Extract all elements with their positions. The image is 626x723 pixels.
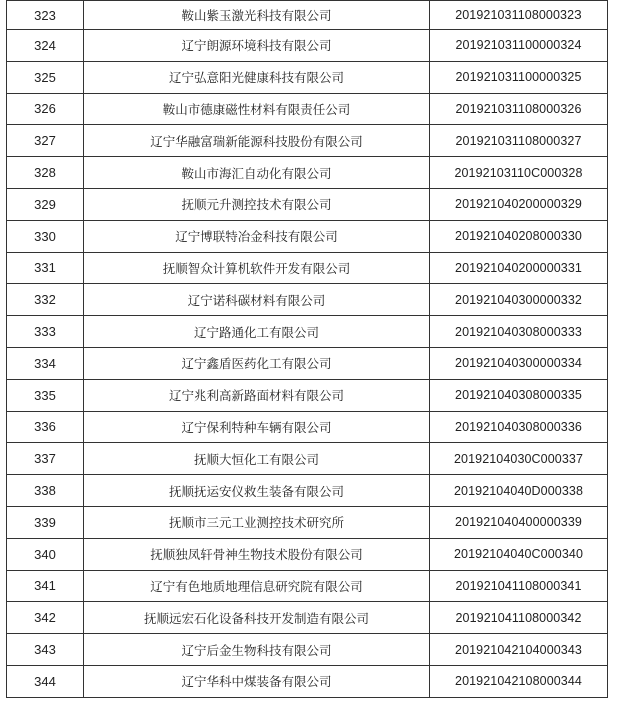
registration-code: 201921040300000334 bbox=[430, 347, 608, 379]
row-number: 335 bbox=[7, 379, 84, 411]
table-row bbox=[7, 379, 608, 411]
row-number: 343 bbox=[7, 634, 84, 666]
row-number: 332 bbox=[7, 284, 84, 316]
table-row bbox=[7, 538, 608, 570]
registration-code: 201921040300000332 bbox=[430, 284, 608, 316]
registration-code: 20192103110800032З bbox=[430, 1, 608, 30]
row-number: 342 bbox=[7, 602, 84, 634]
table-row bbox=[7, 506, 608, 538]
registration-code: 201921040308000335 bbox=[430, 379, 608, 411]
company-name: 抚顺元升测控技术有限公司 bbox=[84, 188, 430, 220]
row-number: 326 bbox=[7, 93, 84, 125]
company-name: 抚顺智众计算机软件开发有限公司 bbox=[84, 252, 430, 284]
company-name: 抚顺大恒化工有限公司 bbox=[84, 443, 430, 475]
registration-code: 201921041108000341 bbox=[430, 570, 608, 602]
row-number: 331 bbox=[7, 252, 84, 284]
table-row bbox=[7, 220, 608, 252]
row-number: 344 bbox=[7, 665, 84, 697]
enterprise-list-table bbox=[6, 0, 608, 698]
row-number: 329 bbox=[7, 188, 84, 220]
registration-code: 201921042104000343 bbox=[430, 634, 608, 666]
company-name: 辽宁后金生物科技有限公司 bbox=[84, 634, 430, 666]
company-name: 抚顺市三元工业测控技术研究所 bbox=[84, 506, 430, 538]
company-name: 辽宁朗源环境科技有限公司 bbox=[84, 30, 430, 62]
table-row bbox=[7, 188, 608, 220]
row-number: 327 bbox=[7, 125, 84, 157]
registration-code: 201921031100000325 bbox=[430, 61, 608, 93]
registration-code: 201921042108000344 bbox=[430, 665, 608, 697]
company-name: 辽宁兆利高新路面材料有限公司 bbox=[84, 379, 430, 411]
company-name: 辽宁弘意阳光健康科技有限公司 bbox=[84, 61, 430, 93]
company-name: 辽宁诺科碳材料有限公司 bbox=[84, 284, 430, 316]
row-number: 323 bbox=[7, 1, 84, 30]
row-number: 339 bbox=[7, 506, 84, 538]
company-name: 抚顺远宏石化设备科技开发制造有限公司 bbox=[84, 602, 430, 634]
row-number: 334 bbox=[7, 347, 84, 379]
company-name: 辽宁华科中煤装备有限公司 bbox=[84, 665, 430, 697]
company-name: 辽宁鑫盾医药化工有限公司 bbox=[84, 347, 430, 379]
table-row bbox=[7, 347, 608, 379]
company-name: 辽宁华融富瑞新能源科技股份有限公司 bbox=[84, 125, 430, 157]
row-number: 328 bbox=[7, 157, 84, 189]
registration-code: 20192104040D000338 bbox=[430, 475, 608, 507]
row-number: 325 bbox=[7, 61, 84, 93]
enterprise-list-table-wrapper bbox=[6, 0, 607, 698]
table-row bbox=[7, 284, 608, 316]
company-name: 抚顺独凤轩骨神生物技术股份有限公司 bbox=[84, 538, 430, 570]
registration-code: 20192104040C000340 bbox=[430, 538, 608, 570]
table-body bbox=[7, 1, 608, 698]
table-row bbox=[7, 252, 608, 284]
company-name: 辽宁有色地质地理信息研究院有限公司 bbox=[84, 570, 430, 602]
table-row bbox=[7, 570, 608, 602]
registration-code: 201921031108000327 bbox=[430, 125, 608, 157]
registration-code: 201921040400000339 bbox=[430, 506, 608, 538]
registration-code: 201921031100000324 bbox=[430, 30, 608, 62]
company-name: 辽宁路通化工有限公司 bbox=[84, 316, 430, 348]
table-row bbox=[7, 443, 608, 475]
table-row bbox=[7, 665, 608, 697]
table-row bbox=[7, 30, 608, 62]
registration-code: 201921040308000336 bbox=[430, 411, 608, 443]
table-row bbox=[7, 634, 608, 666]
row-number: 340 bbox=[7, 538, 84, 570]
company-name: 辽宁博联特冶金科技有限公司 bbox=[84, 220, 430, 252]
registration-code: 201921040208000330 bbox=[430, 220, 608, 252]
table-row bbox=[7, 157, 608, 189]
table-row bbox=[7, 1, 608, 30]
table-row bbox=[7, 61, 608, 93]
row-number: 333 bbox=[7, 316, 84, 348]
company-name: 鞍山紫玉激光科技有限公司 bbox=[84, 1, 430, 30]
table-row bbox=[7, 411, 608, 443]
registration-code: 201921040200000329 bbox=[430, 188, 608, 220]
registration-code: 201921031108000326 bbox=[430, 93, 608, 125]
registration-code: 201921040308000333 bbox=[430, 316, 608, 348]
row-number: 337 bbox=[7, 443, 84, 475]
row-number: 324 bbox=[7, 30, 84, 62]
registration-code: 201921041108000342 bbox=[430, 602, 608, 634]
row-number: 330 bbox=[7, 220, 84, 252]
registration-code: 20192103110C000328 bbox=[430, 157, 608, 189]
table-row bbox=[7, 316, 608, 348]
company-name: 鞍山市德康磁性材料有限责任公司 bbox=[84, 93, 430, 125]
company-name: 辽宁保利特种车辆有限公司 bbox=[84, 411, 430, 443]
company-name: 抚顺抚运安仪救生装备有限公司 bbox=[84, 475, 430, 507]
table-row bbox=[7, 93, 608, 125]
table-row bbox=[7, 602, 608, 634]
table-row bbox=[7, 475, 608, 507]
row-number: 338 bbox=[7, 475, 84, 507]
row-number: 341 bbox=[7, 570, 84, 602]
table-row bbox=[7, 125, 608, 157]
company-name: 鞍山市海汇自动化有限公司 bbox=[84, 157, 430, 189]
registration-code: 201921040200000331 bbox=[430, 252, 608, 284]
row-number: 336 bbox=[7, 411, 84, 443]
registration-code: 20192104030C000337 bbox=[430, 443, 608, 475]
